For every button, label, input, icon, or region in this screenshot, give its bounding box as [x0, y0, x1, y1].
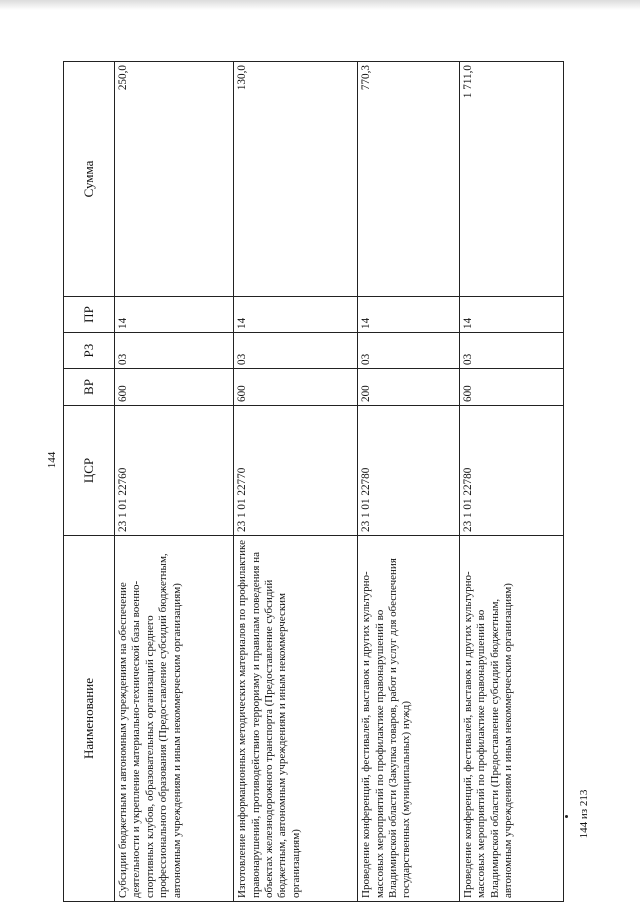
row-sum: 130,0 — [234, 62, 358, 297]
header-vr: ВР — [64, 369, 115, 406]
header-rz: РЗ — [64, 333, 115, 369]
row-name: Субсидии бюджетным и автономным учреждениям на обеспечение деятельности и укрепление материально-технической базы военно-спортивных клубов, образовательных организаций среднего профессионального образования (Предоставление субсидий бюджетным, автономным учреждениям и иным некоммерческим организациям) — [115, 536, 234, 902]
row-pr: 14 — [459, 297, 563, 333]
table-row — [234, 62, 358, 902]
row-vr: 600 — [115, 369, 234, 406]
table-header-row — [64, 62, 115, 902]
row-vr: 200 — [358, 369, 460, 406]
row-rz: 03 — [459, 333, 563, 369]
stray-dot — [565, 815, 568, 818]
header-sum: Сумма — [64, 62, 115, 297]
table-row — [115, 62, 234, 902]
row-pr: 14 — [234, 297, 358, 333]
header-name: Наименование — [64, 536, 115, 902]
header-pr: ПР — [64, 297, 115, 333]
row-sum: 770,3 — [358, 62, 460, 297]
row-vr: 600 — [459, 369, 563, 406]
row-name: Проведение конференций, фестивалей, выставок и других культурно-массовых мероприятий по профилактике правонарушений во Владимирской области (Предоставление субсидий бюджетным, автономным учреждениям и иным некоммерческим организациям) — [459, 536, 563, 902]
row-pr: 14 — [115, 297, 234, 333]
table-row — [358, 62, 460, 902]
table-container — [63, 62, 564, 902]
table-row — [459, 62, 563, 902]
row-rz: 03 — [234, 333, 358, 369]
row-name: Проведение конференций, фестивалей, выставок и других культурно-массовых мероприятий по профилактике правонарушений во Владимирской области (Закупка товаров, работ и услуг для обеспечения государственных (муниципальных) нужд) — [358, 536, 460, 902]
row-pr: 14 — [358, 297, 460, 333]
row-csr: 23 1 01 22770 — [234, 406, 358, 536]
budget-table — [63, 61, 564, 902]
row-csr: 23 1 01 22780 — [358, 406, 460, 536]
row-csr: 23 1 01 22760 — [115, 406, 234, 536]
row-sum: 250,0 — [115, 62, 234, 297]
scan-edge — [0, 0, 640, 10]
row-rz: 03 — [115, 333, 234, 369]
row-sum: 1 711,0 — [459, 62, 563, 297]
header-csr: ЦСР — [64, 406, 115, 536]
row-rz: 03 — [358, 333, 460, 369]
page-footer: 144 из 213 — [578, 789, 590, 839]
row-name: Изготовление информационных методических материалов по профилактике правонарушений, противодействию терроризму и правилам поведения на объектах железнодорожного транспорта (Предоставление субсидий бюджетным, автономным учреждениям и иным некоммерческим организациям) — [234, 536, 358, 902]
row-vr: 600 — [234, 369, 358, 406]
row-csr: 23 1 01 22780 — [459, 406, 563, 536]
page-number: 144 — [46, 451, 58, 469]
